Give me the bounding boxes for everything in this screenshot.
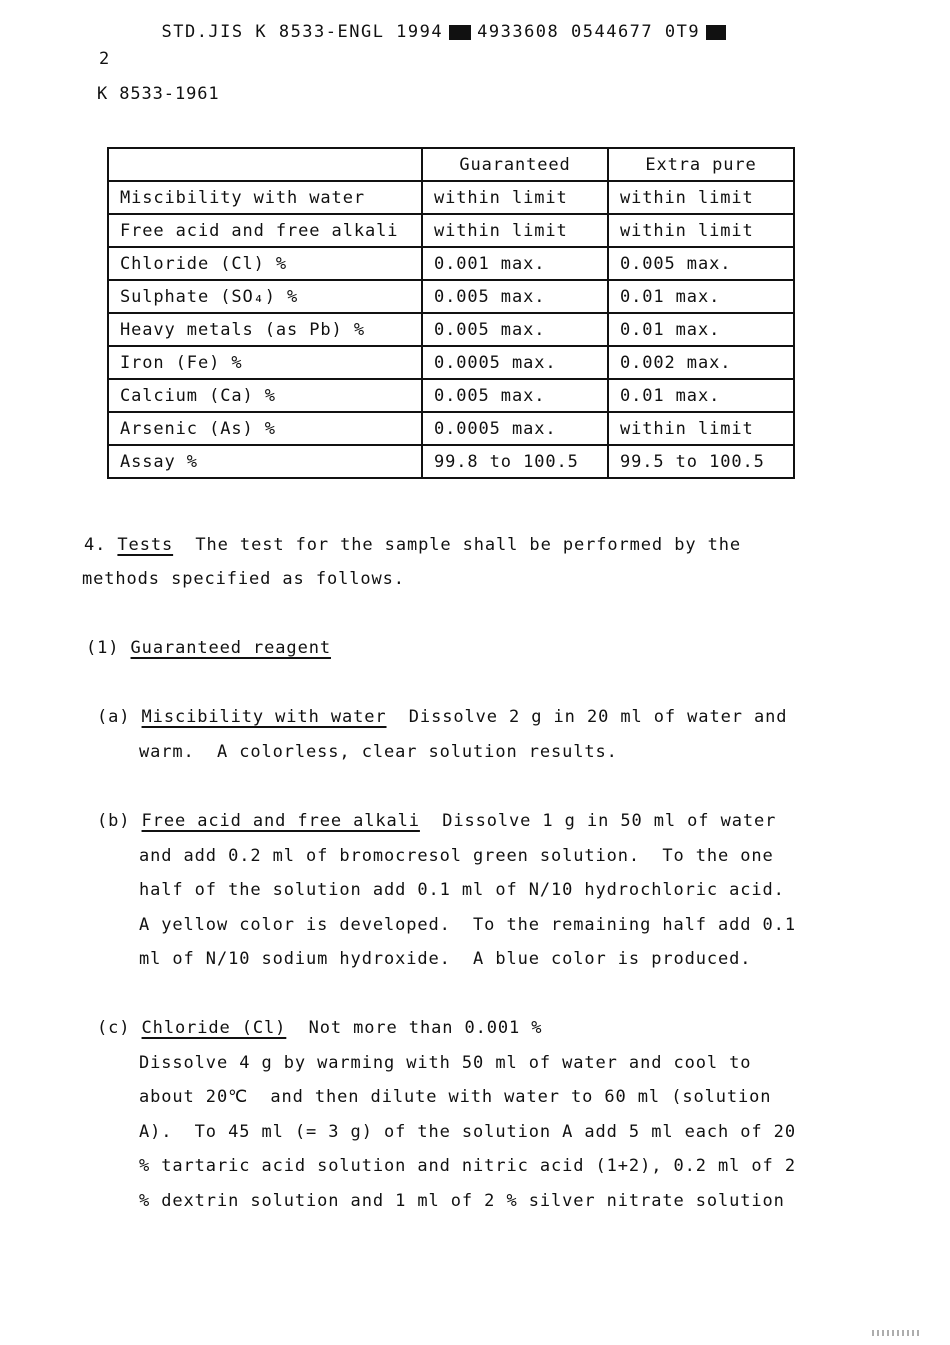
item-c-line2: Dissolve 4 g by warming with 50 ml of water and cool to (139, 1053, 752, 1073)
table-row (108, 280, 794, 313)
item-a-line1 (97, 709, 787, 726)
table-cell: 0.005 max. (422, 280, 608, 313)
subsection-1 (86, 640, 331, 657)
section-title: Tests (117, 535, 174, 555)
table-header-row (108, 148, 794, 181)
table-cell: 0.0005 max. (422, 346, 608, 379)
item-title: Miscibility with water (141, 707, 387, 727)
table-cell: Iron (Fe) % (108, 346, 422, 379)
table-cell: Calcium (Ca) % (108, 379, 422, 412)
document-code-left: STD.JIS K 8533-ENGL 1994 (161, 22, 444, 42)
table-row (108, 313, 794, 346)
document-code-header (138, 2, 732, 42)
table-cell: 99.5 to 100.5 (608, 445, 794, 478)
section-text: The test for the sample shall be performed by the (195, 535, 741, 555)
table-header-cell (108, 148, 422, 181)
table-cell: 99.8 to 100.5 (422, 445, 608, 478)
item-text: Dissolve 1 g in 50 ml of water (442, 811, 777, 831)
table-cell: Sulphate (SO₄) % (108, 280, 422, 313)
item-c-line6: % dextrin solution and 1 ml of 2 % silver nitrate solution (139, 1191, 785, 1211)
item-title: Free acid and free alkali (141, 811, 420, 831)
table-cell: 0.002 max. (608, 346, 794, 379)
item-b-line2: and add 0.2 ml of bromocresol green solution. To the one (139, 846, 774, 866)
table-cell: within limit (608, 412, 794, 445)
section-4-line2: methods specified as follows. (82, 569, 405, 589)
table-cell: within limit (608, 181, 794, 214)
table-cell: 0.005 max. (422, 313, 608, 346)
table-cell: 0.0005 max. (422, 412, 608, 445)
standard-id: K 8533-1961 (97, 84, 220, 104)
subsection-title: Guaranteed reagent (130, 638, 331, 658)
item-b-line1 (97, 813, 776, 830)
table-header-cell: Guaranteed (422, 148, 608, 181)
table-cell: 0.001 max. (422, 247, 608, 280)
table-cell: 0.005 max. (608, 247, 794, 280)
table-cell: Assay % (108, 445, 422, 478)
item-b-line5: ml of N/10 sodium hydroxide. A blue color is produced. (139, 949, 752, 969)
table-cell: 0.005 max. (422, 379, 608, 412)
scan-artifact (872, 1330, 922, 1336)
item-c-line1 (97, 1020, 542, 1037)
item-c-line5: % tartaric acid solution and nitric acid (1+2), 0.2 ml of 2 (139, 1156, 796, 1176)
item-b-line3: half of the solution add 0.1 ml of N/10 hydrochloric acid. (139, 880, 785, 900)
black-block-mark (706, 25, 726, 40)
section-4-line1 (84, 537, 741, 554)
table-cell: within limit (422, 214, 608, 247)
specification-table (107, 147, 795, 479)
table-cell: 0.01 max. (608, 313, 794, 346)
table-cell: Free acid and free alkali (108, 214, 422, 247)
table-row (108, 445, 794, 478)
table-cell: within limit (608, 214, 794, 247)
table-row (108, 379, 794, 412)
table-cell: 0.01 max. (608, 379, 794, 412)
item-label: (b) (97, 811, 131, 831)
table-cell: Heavy metals (as Pb) % (108, 313, 422, 346)
item-c-line3: about 20℃ and then dilute with water to 60 ml (solution (139, 1087, 772, 1107)
item-text: Not more than 0.001 % (308, 1018, 543, 1038)
item-label: (a) (97, 707, 131, 727)
page-number: 2 (99, 49, 111, 69)
table-cell: 0.01 max. (608, 280, 794, 313)
table-row (108, 214, 794, 247)
table-row (108, 346, 794, 379)
item-c-line4: A). To 45 ml (= 3 g) of the solution A add 5 ml each of 20 (139, 1122, 796, 1142)
table-cell: Miscibility with water (108, 181, 422, 214)
item-a-line2: warm. A colorless, clear solution results. (139, 742, 618, 762)
table-cell: Chloride (Cl) % (108, 247, 422, 280)
table-cell: within limit (422, 181, 608, 214)
table-cell: Arsenic (As) % (108, 412, 422, 445)
table-header-cell: Extra pure (608, 148, 794, 181)
table-row (108, 412, 794, 445)
table-row (108, 181, 794, 214)
table-row (108, 247, 794, 280)
item-title: Chloride (Cl) (141, 1018, 287, 1038)
item-text: Dissolve 2 g in 20 ml of water and (408, 707, 788, 727)
document-code-right: 4933608 0544677 0T9 (477, 22, 701, 42)
item-b-line4: A yellow color is developed. To the remaining half add 0.1 (139, 915, 796, 935)
black-block-mark (449, 25, 471, 40)
section-number: 4. (84, 535, 107, 555)
subsection-label: (1) (86, 638, 120, 658)
item-label: (c) (97, 1018, 131, 1038)
